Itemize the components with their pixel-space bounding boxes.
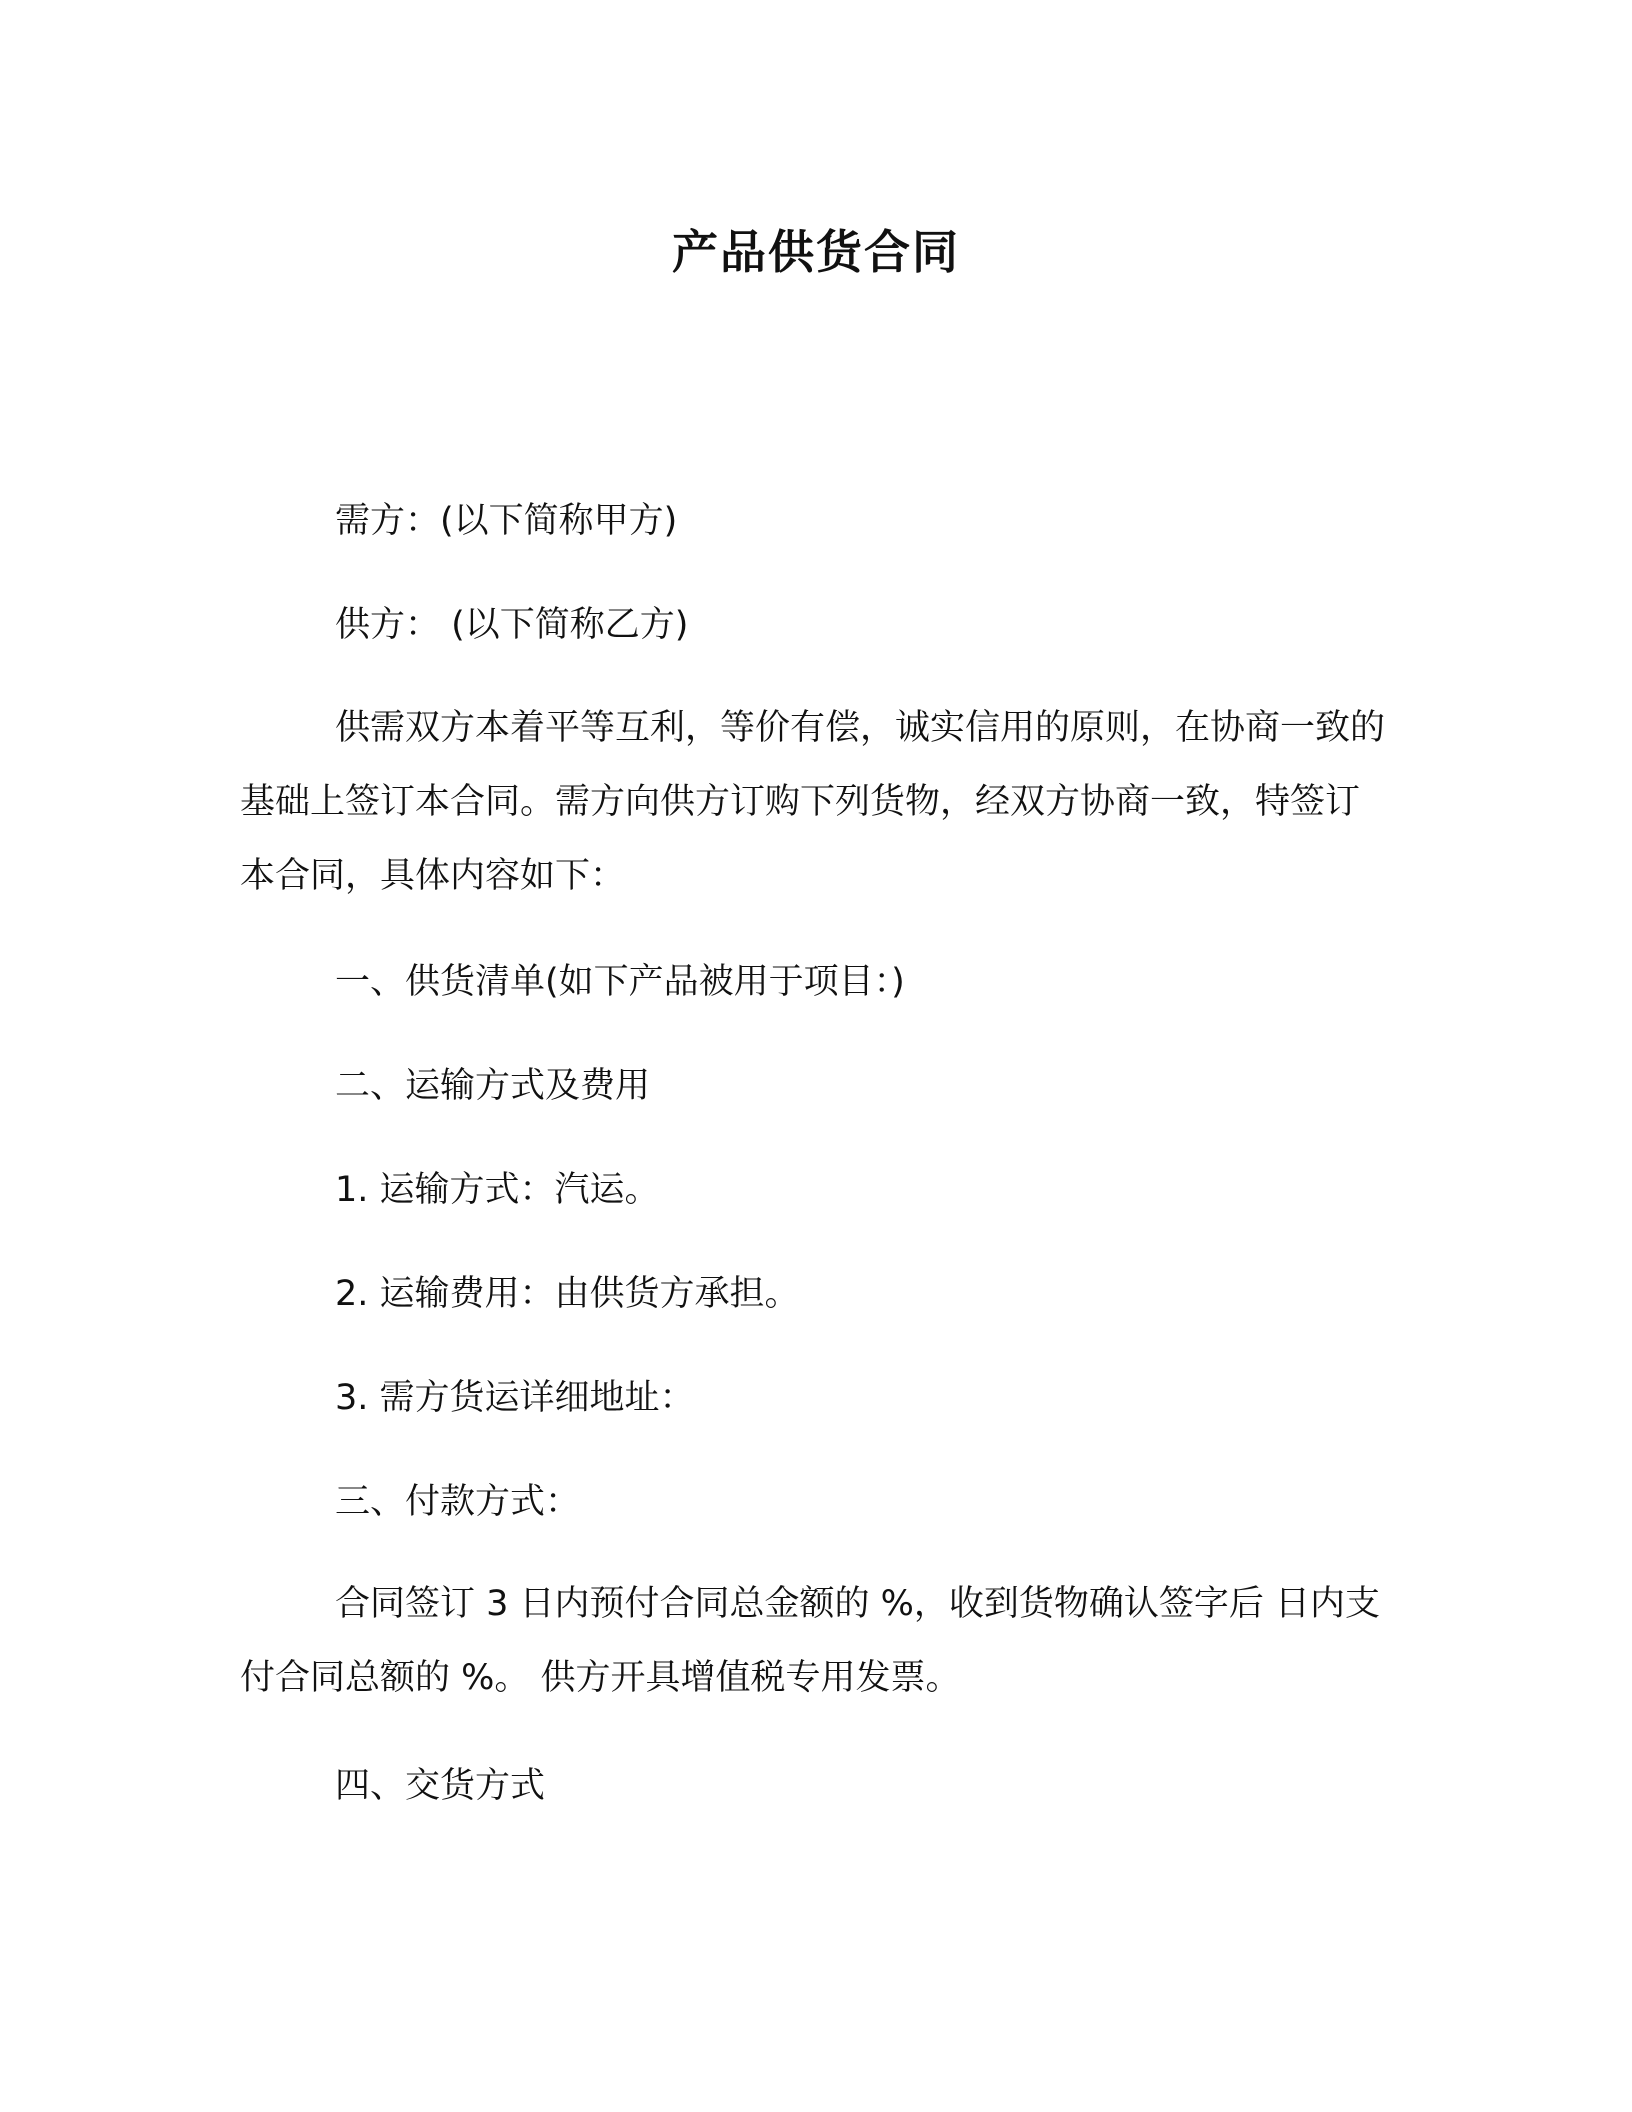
buyer-line: 需方：(以下简称甲方) xyxy=(335,501,678,541)
document-title: 产品供货合同 xyxy=(672,225,960,279)
transport-method-item: 1. 运输方式：汽运。 xyxy=(335,1170,660,1210)
transport-fee-item: 2. 运输费用：由供货方承担。 xyxy=(335,1274,800,1314)
section-payment-heading: 三、付款方式： xyxy=(335,1482,581,1522)
intro-paragraph: 供需双方本着平等互利，等价有偿，诚实信用的原则，在协商一致的基础上签订本合同。需方向供方订购下列货物，经双方协商一致，特签订本合同，具体内容如下： xyxy=(240,708,1386,896)
section-transport-heading: 二、运输方式及费用 xyxy=(335,1066,651,1106)
delivery-address-item: 3. 需方货运详细地址： xyxy=(335,1378,695,1418)
payment-paragraph: 合同签订 3 日内预付合同总金额的 %，收到货物确认签字后 日内支付合同总额的 %。 供方开具增值税专用发票。 xyxy=(240,1584,1381,1698)
section-delivery-heading: 四、交货方式 xyxy=(335,1766,546,1806)
supplier-line: 供方： (以下简称乙方) xyxy=(335,605,689,645)
section-supply-list-heading: 一、供货清单(如下产品被用于项目：) xyxy=(335,962,905,1002)
